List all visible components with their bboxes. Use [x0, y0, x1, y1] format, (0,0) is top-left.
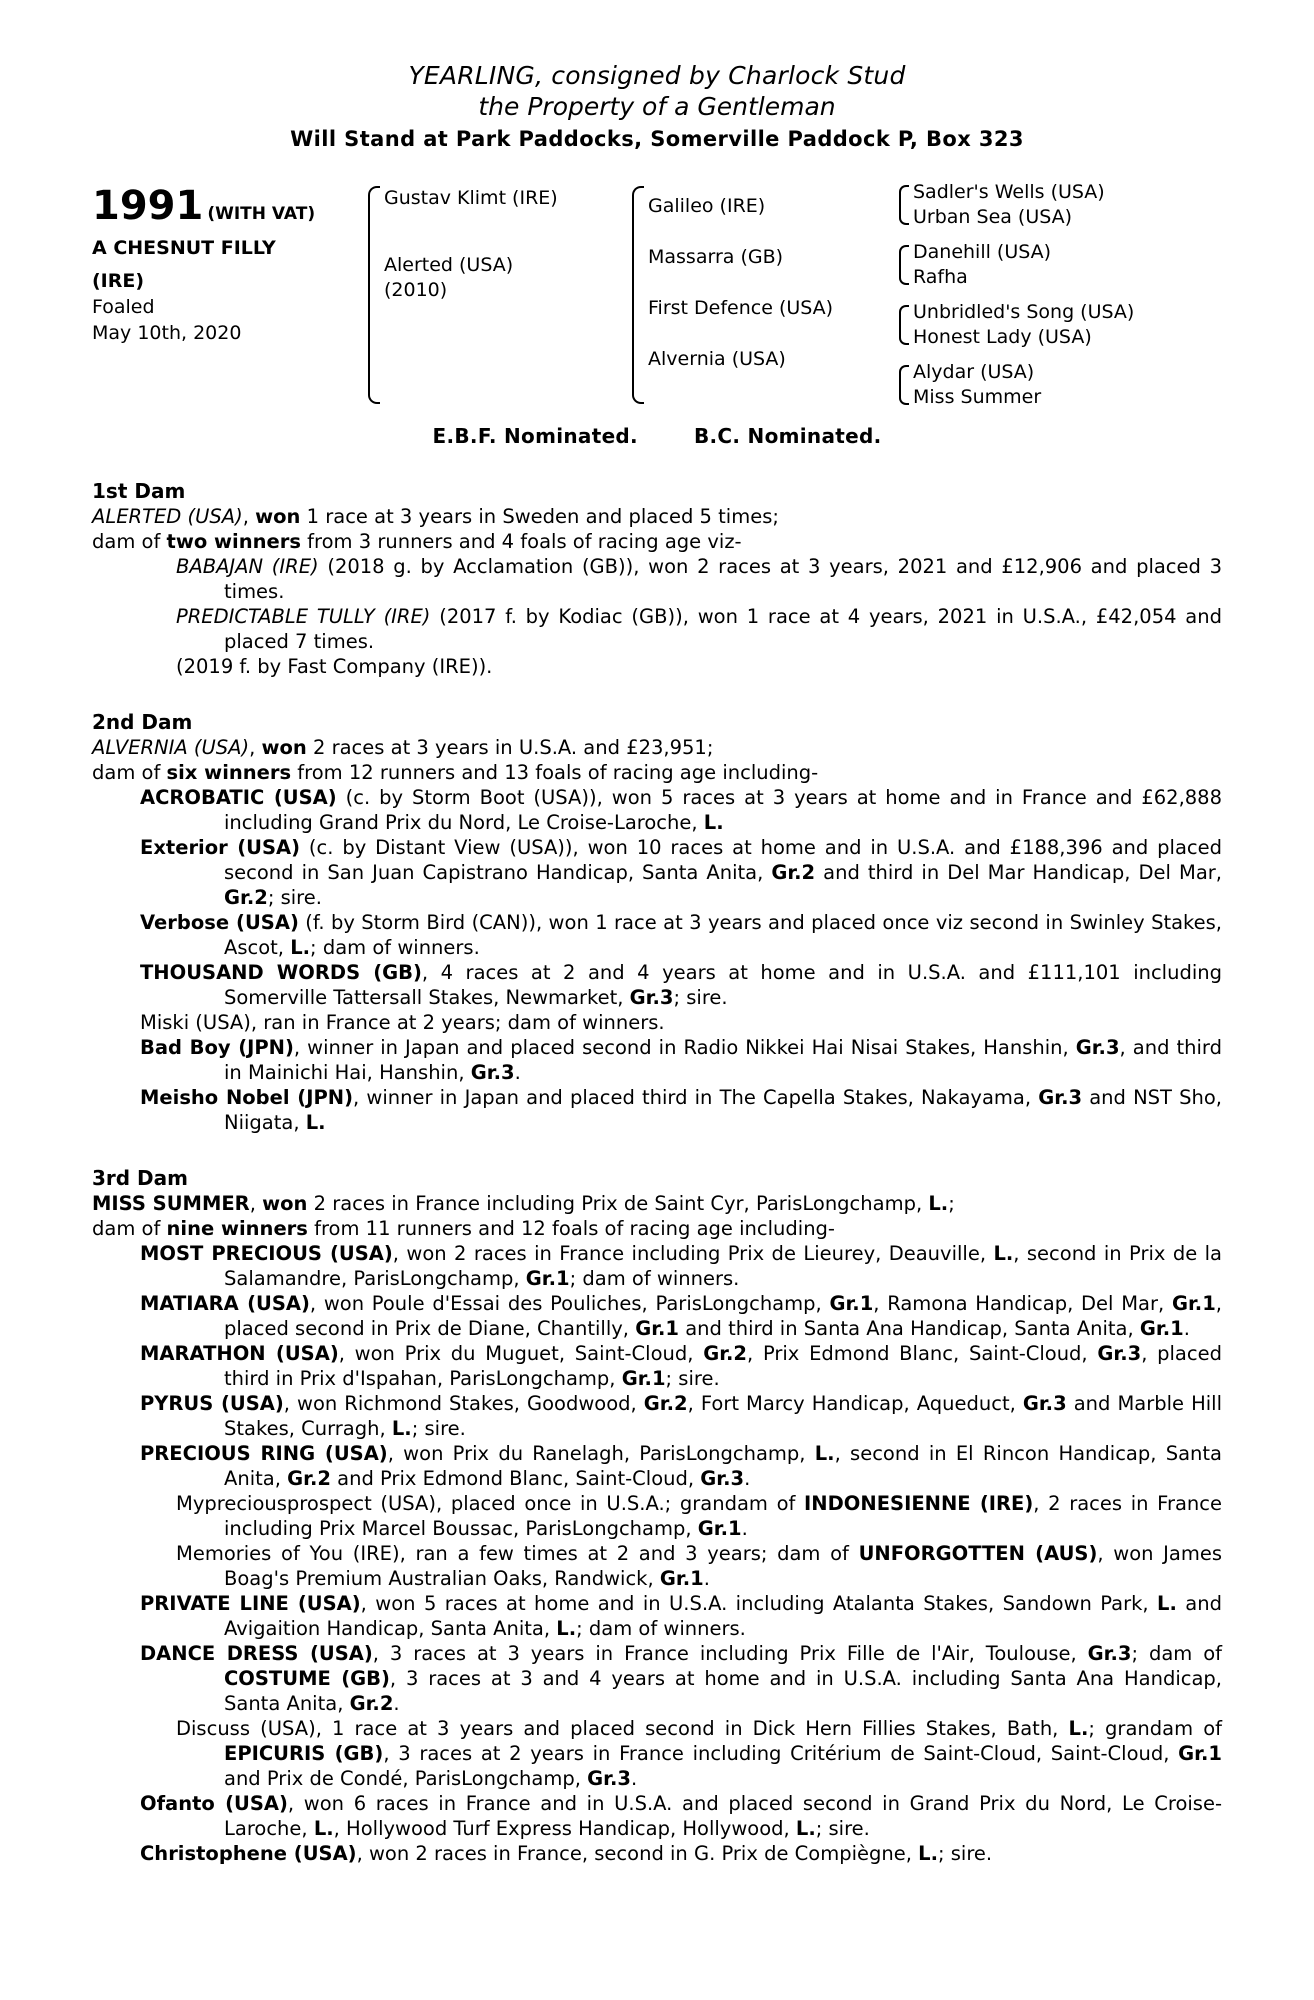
third-dam-progeny-10: [92, 1716, 1222, 1791]
brace-ggp-4: [896, 360, 908, 410]
progeny-text: , winner in Japan and placed second in Radio Nikkei Hai Nisai Stakes, Hanshin, Gr.3, and third in Mainichi Hai, Hanshin, Gr.3.: [224, 1036, 1222, 1084]
first-dam-section: [92, 478, 1222, 679]
progeny-text: , won Richmond Stakes, Goodwood, Gr.2, Fort Marcy Handicap, Aqueduct, Gr.3 and Marble Hill Stakes, Curragh, L.; sire.: [224, 1392, 1222, 1440]
progeny-name: MARATHON (USA): [140, 1342, 339, 1365]
ggp-pair-4: [896, 360, 1196, 410]
bc-nomination: B.C. Nominated.: [693, 424, 882, 448]
pedigree-great-grandparents-column: [896, 180, 1196, 410]
ggp-pair-2: [896, 240, 1196, 290]
progeny-name: THOUSAND WORDS (GB): [140, 961, 422, 984]
progeny-name: PYRUS (USA): [140, 1392, 284, 1415]
progeny-name: BABAJAN (IRE): [176, 555, 319, 578]
progeny-text: (2019 f. by Fast Company (IRE)).: [176, 655, 493, 678]
third-dam-intro: MISS SUMMER, won 2 races in France including Prix de Saint Cyr, ParisLongchamp, L.;: [92, 1192, 955, 1215]
progeny-text: (2018 g. by Acclamation (GB)), won 2 races at 3 years, 2021 and £12,906 and placed 3 times.: [224, 555, 1223, 603]
first-dam-damof-post: from 3 runners and 4 foals of racing age viz-: [300, 530, 742, 553]
second-dam-damof-pre: dam of: [92, 761, 167, 784]
progeny-text: , won Prix du Muguet, Saint-Cloud, Gr.2, Prix Edmond Blanc, Saint-Cloud, Gr.3, placed third in Prix d'Ispahan, ParisLongchamp, Gr.1; sire.: [224, 1342, 1222, 1390]
first-dam-progeny-3: [92, 654, 1222, 679]
progeny-name: Verbose (USA): [140, 911, 299, 934]
third-dam-progeny-3: [92, 1341, 1222, 1391]
second-dam-intro-rest: 2 races at 3 years in U.S.A. and £23,951;: [306, 736, 714, 759]
second-dam-damof-post: from 12 runners and 13 foals of racing age including-: [291, 761, 819, 784]
second-dam-progeny-7: [92, 1085, 1222, 1135]
pedigree-grandparents-column: [648, 180, 896, 372]
second-dam-progeny-5: [92, 1010, 1222, 1035]
first-dam-title: 1st Dam: [92, 479, 186, 503]
second-dam-damof: [92, 760, 1222, 785]
first-dam-name: ALERTED (USA): [92, 505, 243, 528]
progeny-name: Christophene (USA): [140, 1842, 357, 1865]
first-dam-damof: [92, 529, 1222, 554]
progeny-text: , 1 race at 3 years and placed second in Dick Hern Fillies Stakes, Bath, L.; grandam of EPICURIS (GB), 3 races at 2 years in France including Critérium de Saint-Cloud, Saint-Cloud, Gr.1 and Prix de Condé, ParisLongchamp, Gr.3.: [224, 1717, 1222, 1790]
great-grandparent-3: Danehill (USA): [913, 241, 1052, 263]
pedigree-brace-sire-side: [628, 180, 644, 410]
second-dam-progeny-2: [92, 835, 1222, 910]
great-grandparent-6: Honest Lady (USA): [913, 326, 1092, 348]
third-dam-progeny-11: [92, 1791, 1222, 1841]
progeny-name: Ofanto (USA): [140, 1792, 288, 1815]
progeny-text: , won 2 races in France, second in G. Prix de Compiègne, L.; sire.: [356, 1842, 993, 1865]
sire-name: Gustav Klimt (IRE): [384, 187, 558, 209]
second-dam-progeny-6: [92, 1035, 1222, 1085]
pedigree-table: [92, 180, 1222, 410]
progeny-text: , ran a few times at 2 and 3 years; dam of UNFORGOTTEN (AUS), won James Boag's Premium Australian Oaks, Randwick, Gr.1.: [224, 1542, 1223, 1590]
second-dam-intro: ALVERNIA (USA), won 2 races at 3 years in U.S.A. and £23,951;: [92, 736, 714, 759]
third-dam-damof-post: from 11 runners and 12 foals of racing age including-: [307, 1217, 835, 1240]
first-dam-damof-pre: dam of: [92, 530, 167, 553]
third-dam-damof: [92, 1216, 1222, 1241]
great-grandparent-8: Miss Summer: [913, 386, 1042, 408]
third-dam-winner-count: nine winners: [166, 1217, 308, 1240]
pedigree-parents-column: [384, 180, 624, 309]
progeny-name: ACROBATIC (USA): [140, 786, 337, 809]
progeny-text: (2017 f. by Kodiac (GB)), won 1 race at 4 years, 2021 in U.S.A., £42,054 and placed 7 times.: [224, 605, 1222, 653]
second-dam-section: [92, 709, 1222, 1135]
third-dam-title: 3rd Dam: [92, 1166, 188, 1190]
third-dam-section: [92, 1165, 1222, 1866]
third-dam-won: won: [262, 1192, 308, 1215]
progeny-text: , won 5 races at home and in U.S.A. including Atalanta Stakes, Sandown Park, L. and Avigaition Handicap, Santa Anita, L.; dam of winners.: [224, 1592, 1222, 1640]
third-dam-progeny-5: [92, 1441, 1222, 1491]
ggp-pair-3: [896, 300, 1196, 350]
foaled-date: May 10th, 2020: [92, 322, 242, 344]
great-grandparent-1: Sadler's Wells (USA): [913, 181, 1105, 203]
lot-description: A CHESNUT FILLY: [92, 237, 276, 259]
ggp-pair-1: [896, 180, 1196, 230]
progeny-name: Exterior (USA): [140, 836, 301, 859]
progeny-text: (c. by Distant View (USA)), won 10 races at home and in U.S.A. and £188,396 and placed second in San Juan Capistrano Handicap, Santa Anita, Gr.2 and third in Del Mar Handicap, Del Mar, Gr.2; sire.: [224, 836, 1222, 909]
third-dam-progeny-8: [92, 1591, 1222, 1641]
progeny-name: Mypreciousprospect (USA): [176, 1492, 436, 1515]
second-dam-name: ALVERNIA (USA): [92, 736, 250, 759]
progeny-name: PRIVATE LINE (USA): [140, 1592, 361, 1615]
second-dam-won: won: [261, 736, 307, 759]
first-dam-intro: ALERTED (USA), won 1 race at 3 years in Sweden and placed 5 times;: [92, 505, 779, 528]
second-dam-winner-count: six winners: [166, 761, 292, 784]
third-dam-progeny-7: [92, 1541, 1222, 1591]
progeny-text: , won 2 races in France including Prix de Lieurey, Deauville, L., second in Prix de la Salamandre, ParisLongchamp, Gr.1; dam of winners.: [224, 1242, 1222, 1290]
dam-year: (2010): [384, 279, 448, 301]
property-line: the Property of a Gentleman: [478, 92, 836, 121]
consignor-line: YEARLING, consigned by Charlock Stud: [408, 61, 906, 90]
second-dam-progeny-4: [92, 960, 1222, 1010]
second-dam-progeny-3: [92, 910, 1222, 960]
progeny-name: Memories of You (IRE): [176, 1542, 400, 1565]
progeny-name: DANCE DRESS (USA): [140, 1642, 373, 1665]
progeny-name: MATIARA (USA): [140, 1292, 310, 1315]
progeny-text: , 3 races at 3 years in France including Prix Fille de l'Air, Toulouse, Gr.3; dam of COSTUME (GB), 3 races at 3 and 4 years at home and in U.S.A. including Santa Ana Handicap, Santa Anita, Gr.2.: [224, 1642, 1222, 1715]
great-grandparent-7: Alydar (USA): [913, 361, 1035, 383]
third-dam-progeny-9: [92, 1641, 1222, 1716]
foaled-label: Foaled: [92, 296, 155, 318]
progeny-name: PRECIOUS RING (USA): [140, 1442, 388, 1465]
progeny-name: Miski (USA): [140, 1011, 251, 1034]
progeny-name: PREDICTABLE TULLY (IRE): [176, 605, 431, 628]
grandparent-4: Alvernia (USA): [648, 348, 786, 370]
third-dam-name: MISS SUMMER: [92, 1192, 250, 1215]
progeny-text: , placed once in U.S.A.; grandam of INDONESIENNE (IRE), 2 races in France including Prix Marcel Boussac, ParisLongchamp, Gr.1.: [224, 1492, 1222, 1540]
progeny-text: , ran in France at 2 years; dam of winners.: [250, 1011, 665, 1034]
lot-vat-note: (WITH VAT): [207, 204, 316, 224]
brace-ggp-2: [896, 240, 908, 290]
third-dam-progeny-1: [92, 1241, 1222, 1291]
first-dam-progeny-2: [92, 604, 1222, 654]
progeny-name: MOST PRECIOUS (USA): [140, 1242, 393, 1265]
progeny-name: Meisho Nobel (JPN): [140, 1086, 353, 1109]
ebf-nomination: E.B.F. Nominated.: [432, 424, 638, 448]
progeny-text: , won 6 races in France and in U.S.A. and placed second in Grand Prix du Nord, Le Croise-Laroche, L., Hollywood Turf Express Handicap, Hollywood, L.; sire.: [224, 1792, 1223, 1840]
progeny-text: (f. by Storm Bird (CAN)), won 1 race at 3 years and placed once viz second in Swinley Stakes, Ascot, L.; dam of winners.: [224, 911, 1222, 959]
third-dam-intro-rest: 2 races in France including Prix de Saint Cyr, ParisLongchamp, L.;: [307, 1192, 955, 1215]
first-dam-intro-rest: 1 race at 3 years in Sweden and placed 5 times;: [300, 505, 779, 528]
third-dam-progeny-4: [92, 1391, 1222, 1441]
progeny-text: , won Poule d'Essai des Pouliches, ParisLongchamp, Gr.1, Ramona Handicap, Del Mar, Gr.1, placed second in Prix de Diane, Chantilly, Gr.1 and third in Santa Ana Handicap, Santa Anita, Gr.1.: [224, 1292, 1222, 1340]
third-dam-progeny-2: [92, 1291, 1222, 1341]
stand-location-line: Will Stand at Park Paddocks, Somerville Paddock P, Box 323: [290, 127, 1024, 151]
lot-country: (IRE): [92, 270, 145, 292]
great-grandparent-5: Unbridled's Song (USA): [913, 301, 1135, 323]
page-header: [92, 60, 1222, 154]
lot-number: 1991: [92, 183, 204, 229]
progeny-name: Discuss (USA): [176, 1717, 316, 1740]
grandparent-2: Massarra (GB): [648, 246, 784, 268]
second-dam-progeny-1: [92, 785, 1222, 835]
progeny-text: , won Prix du Ranelagh, ParisLongchamp, L., second in El Rincon Handicap, Santa Anita, Gr.2 and Prix Edmond Blanc, Saint-Cloud, Gr.3.: [224, 1442, 1222, 1490]
brace-ggp-3: [896, 300, 908, 350]
pedigree-brace-outer: [364, 180, 380, 410]
progeny-text: , 4 races at 2 and 4 years at home and in U.S.A. and £111,101 including Somerville Tattersall Stakes, Newmarket, Gr.3; sire.: [224, 961, 1222, 1009]
first-dam-won: won: [255, 505, 301, 528]
nominations-line: [92, 424, 1222, 448]
brace-ggp-1: [896, 180, 908, 230]
progeny-name: Bad Boy (JPN): [140, 1036, 294, 1059]
third-dam-damof-pre: dam of: [92, 1217, 167, 1240]
first-dam-progeny-1: [92, 554, 1222, 604]
progeny-text: (c. by Storm Boot (USA)), won 5 races at 3 years at home and in France and £62,888 including Grand Prix du Nord, Le Croise-Laroche, L.: [224, 786, 1222, 834]
first-dam-winner-count: two winners: [166, 530, 301, 553]
lot-details: [92, 180, 360, 346]
great-grandparent-2: Urban Sea (USA): [913, 206, 1073, 228]
dam-name: Alerted (USA): [384, 254, 514, 276]
second-dam-title: 2nd Dam: [92, 710, 193, 734]
great-grandparent-4: Rafha: [913, 266, 968, 288]
grandparent-1: Galileo (IRE): [648, 195, 766, 217]
third-dam-progeny-12: [92, 1841, 1222, 1866]
grandparent-3: First Defence (USA): [648, 297, 834, 319]
progeny-text: , winner in Japan and placed third in The Capella Stakes, Nakayama, Gr.3 and NST Sho, Niigata, L.: [224, 1086, 1222, 1134]
third-dam-progeny-6: [92, 1491, 1222, 1541]
